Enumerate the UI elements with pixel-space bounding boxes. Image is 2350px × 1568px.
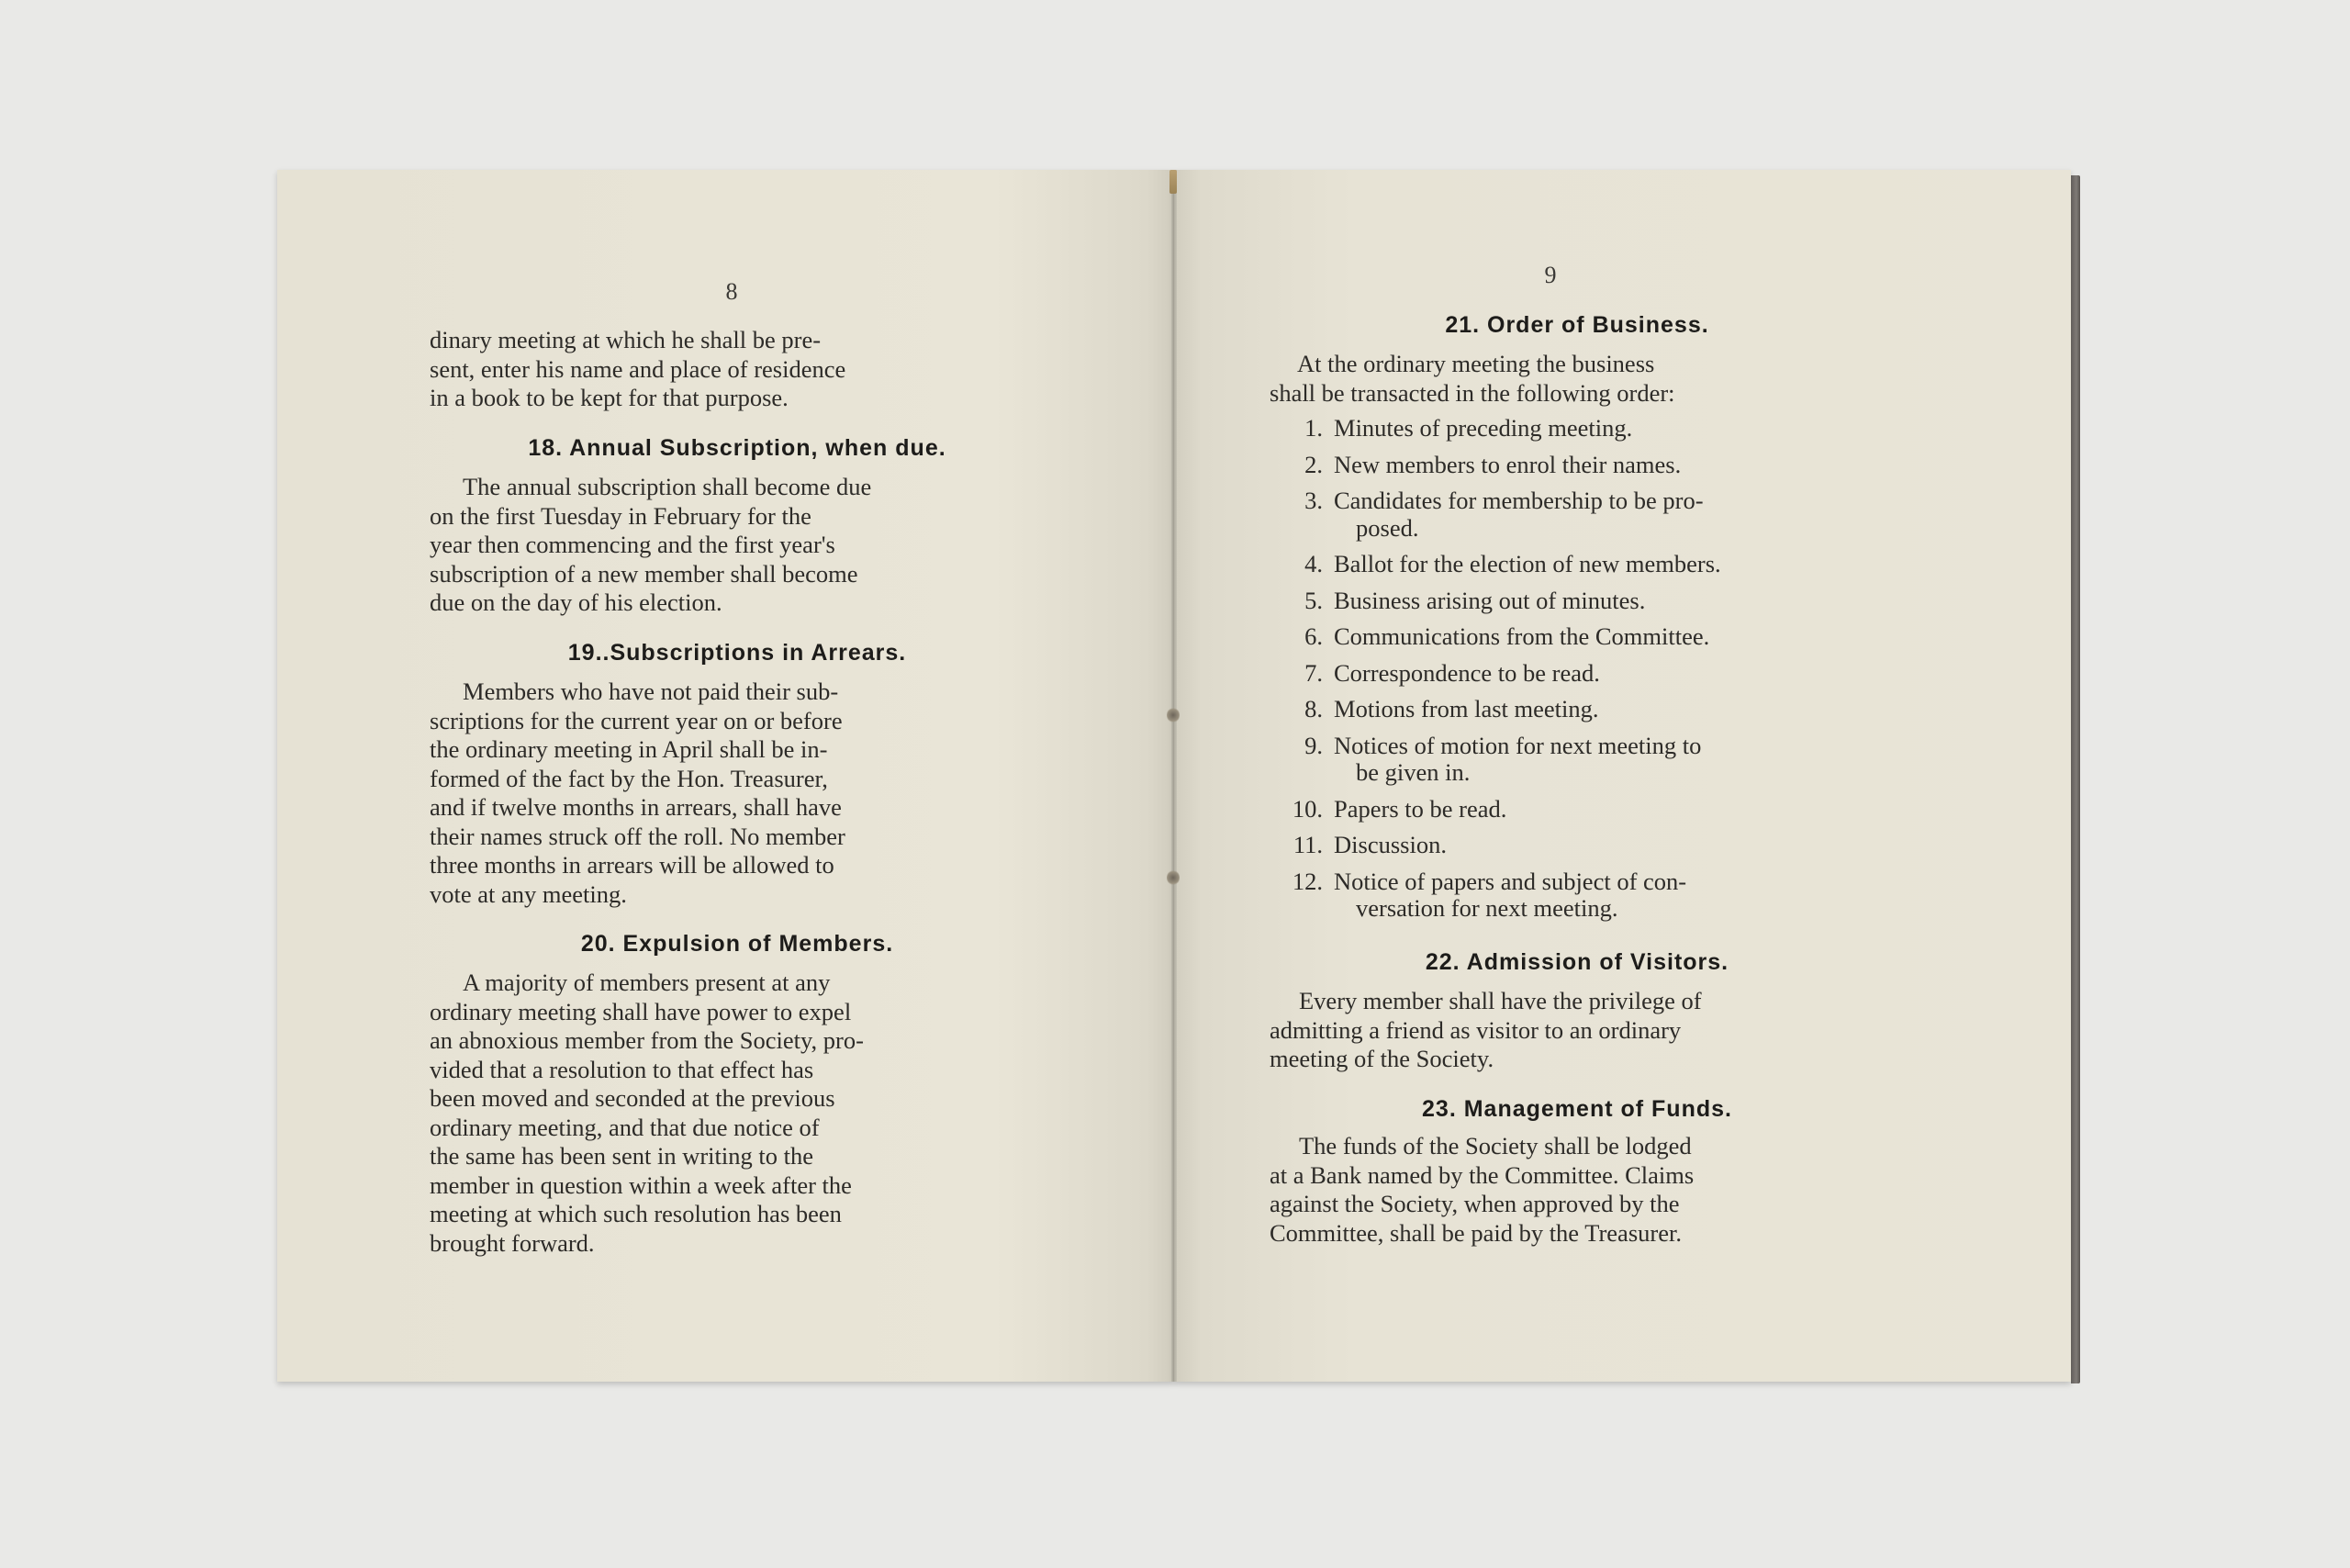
staple-bottom-icon <box>1167 869 1180 886</box>
text-line: on the first Tuesday in February for the <box>430 501 811 530</box>
section-body-23 <box>1270 1132 1885 1248</box>
left-page <box>277 170 1174 1382</box>
list-item-text: Notice of papers and subject of con- <box>1334 867 1687 895</box>
list-item-number: 11. <box>1292 831 1323 858</box>
list-item-number: 12. <box>1292 867 1323 895</box>
text-line: the same has been sent in writing to the <box>430 1142 814 1170</box>
text-line: Every member shall have the privilege of <box>1299 987 1702 1014</box>
list-item-number: 2. <box>1304 450 1323 478</box>
text-line: shall be transacted in the following order: <box>1270 378 1675 407</box>
list-item-number: 1. <box>1304 414 1323 442</box>
text-line: due on the day of his election. <box>430 588 722 616</box>
list-item-text: Correspondence to be read. <box>1334 658 1600 687</box>
text-line: The funds of the Society shall be lodged <box>1299 1132 1692 1159</box>
text-line: been moved and seconded at the previous <box>430 1084 835 1112</box>
text-line: scriptions for the current year on or before <box>430 706 843 734</box>
text-line: subscription of a new member shall become <box>430 559 858 588</box>
text-line: at a Bank named by the Committee. Claims <box>1270 1160 1695 1189</box>
list-item-number: 4. <box>1304 550 1323 577</box>
section-body-18 <box>430 473 1045 618</box>
text-line: Members who have not paid their sub- <box>463 678 839 705</box>
text-line: meeting of the Society. <box>1270 1045 1494 1072</box>
section-heading-18: 18. Annual Subscription, when due. <box>528 435 946 461</box>
list-item-text: Candidates for membership to be pro- <box>1334 487 1704 514</box>
text-line: vote at any meeting. <box>430 879 627 908</box>
list-item-text: Discussion. <box>1334 831 1447 858</box>
section-heading-20: 20. Expulsion of Members. <box>580 931 894 957</box>
text-line: and if twelve months in arrears, shall have <box>430 793 842 821</box>
list-item-text: New members to enrol their names. <box>1334 450 1682 478</box>
list-item <box>1270 451 1894 480</box>
left-page-number: 8 <box>725 278 738 305</box>
business-order-list <box>1270 414 1894 924</box>
list-item-number: 10. <box>1292 794 1323 823</box>
text-line: their names struck off the roll. No member <box>430 822 845 850</box>
section-body-22 <box>1270 987 1885 1074</box>
right-page-number: 9 <box>1544 262 1557 288</box>
text-line: brought forward. <box>430 1228 595 1257</box>
intro-paragraph <box>430 326 1045 413</box>
list-item <box>1270 587 1894 616</box>
list-item-text: Notices of motion for next meeting to <box>1334 731 1702 759</box>
spine-gutter <box>1171 170 1177 1382</box>
thread-top-icon <box>1169 170 1177 194</box>
list-item-text: Ballot for the election of new members. <box>1334 550 1721 577</box>
list-item-text: Motions from last meeting. <box>1334 695 1599 722</box>
open-booklet <box>277 170 2075 1382</box>
list-item <box>1270 695 1894 724</box>
list-item <box>1270 487 1894 543</box>
text-line: in a book to be kept for that purpose. <box>430 384 789 411</box>
text-line: dinary meeting at which he shall be pre- <box>430 326 822 353</box>
section-heading-23: 23. Management of Funds. <box>1422 1096 1732 1122</box>
list-item <box>1270 414 1894 443</box>
text-line: admitting a friend as visitor to an ordinary <box>1270 1015 1682 1044</box>
list-item-number: 5. <box>1304 586 1323 614</box>
list-item-text: Minutes of preceding meeting. <box>1334 414 1633 442</box>
text-line: The annual subscription shall become due <box>463 473 872 500</box>
text-line: Committee, shall be paid by the Treasurer. <box>1270 1218 1682 1247</box>
list-item-text: Business arising out of minutes. <box>1334 586 1646 614</box>
back-cover-edge <box>2071 175 2080 1383</box>
list-item-number: 8. <box>1304 695 1323 722</box>
text-line: ordinary meeting shall have power to expel <box>430 997 852 1025</box>
list-item <box>1270 622 1894 652</box>
text-line: meeting at which such resolution has been <box>430 1200 842 1227</box>
list-item-text-cont: be given in. <box>1356 758 1471 786</box>
section-heading-21: 21. Order of Business. <box>1445 312 1709 338</box>
list-item-text: Papers to be read. <box>1334 794 1507 823</box>
list-item-text-cont: versation for next meeting. <box>1356 894 1618 922</box>
text-line: vided that a resolution to that effect has <box>430 1055 814 1083</box>
text-line: formed of the fact by the Hon. Treasurer, <box>430 764 828 792</box>
section-heading-22: 22. Admission of Visitors. <box>1425 949 1729 975</box>
text-line: member in question within a week after the <box>430 1170 852 1199</box>
list-item-number: 3. <box>1304 487 1323 514</box>
text-line: ordinary meeting, and that due notice of <box>430 1113 820 1141</box>
text-line: sent, enter his name and place of residence <box>430 354 846 383</box>
right-page <box>1174 170 2071 1382</box>
list-item-number: 7. <box>1304 658 1323 687</box>
text-line: the ordinary meeting in April shall be in- <box>430 735 828 763</box>
list-item <box>1270 868 1894 924</box>
text-line: against the Society, when approved by the <box>1270 1190 1680 1217</box>
text-line: year then commencing and the first year's <box>430 531 835 558</box>
list-item-text: Communications from the Committee. <box>1334 622 1710 650</box>
section-heading-19: 19..Subscriptions in Arrears. <box>567 640 907 666</box>
staple-middle-icon <box>1167 707 1180 723</box>
list-item-number: 6. <box>1304 622 1323 650</box>
list-item <box>1270 659 1894 689</box>
list-item <box>1270 831 1894 860</box>
section-body-19 <box>430 678 1045 909</box>
list-item-number: 9. <box>1304 731 1323 759</box>
list-item <box>1270 550 1894 579</box>
list-item <box>1270 795 1894 824</box>
list-item <box>1270 732 1894 788</box>
section-body-20 <box>430 969 1045 1258</box>
text-line: At the ordinary meeting the business <box>1297 350 1655 377</box>
text-line: A majority of members present at any <box>463 969 831 996</box>
list-item-text-cont: posed. <box>1356 513 1419 542</box>
text-line: three months in arrears will be allowed to <box>430 851 834 879</box>
section-body-21 <box>1270 350 1885 408</box>
text-line: an abnoxious member from the Society, pro- <box>430 1026 864 1054</box>
